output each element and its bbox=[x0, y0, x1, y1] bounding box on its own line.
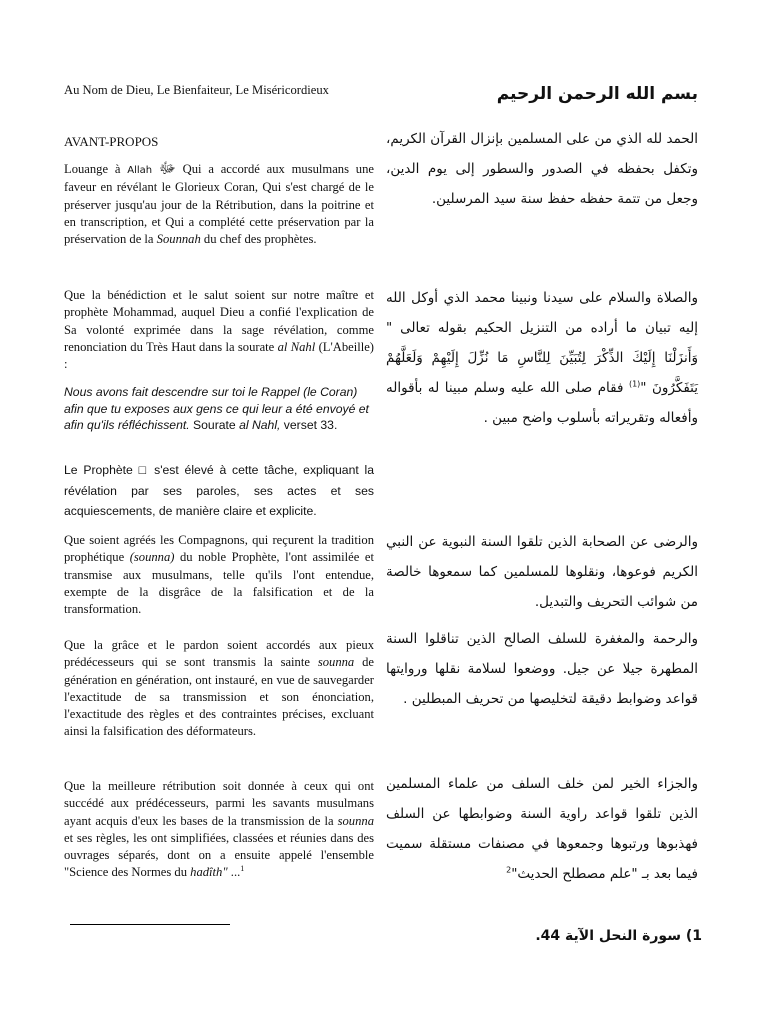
footnote-1: 1) سورة النحل الآية 44. bbox=[535, 928, 702, 944]
basmala-title: بسم الله الرحمن الرحيم bbox=[496, 84, 698, 104]
prophet-symbol: □ bbox=[138, 463, 149, 477]
allah-label: Allah bbox=[127, 165, 153, 176]
arabic-footnote-ref-1: (1) bbox=[628, 379, 641, 389]
footnote-ref-1: 1 bbox=[240, 864, 245, 874]
allah-glyph: ﷻ bbox=[158, 159, 176, 177]
footnote-divider bbox=[70, 924, 230, 925]
french-paragraph-1: Louange à Allah ﷻ Qui a accordé aux musulmans une faveur en révélant le Glorieux Coran, Qui s'est chargé de le préserver jusqu'au jour de la Rétribution, dans la poitrine et en transcription, et Qui a complété cette préservation par la préservation de la Sounnah du chef des prophètes. bbox=[64, 159, 374, 247]
french-paragraph-6: Que la meilleure rétribution soit donnée à ceux qui ont succédé aux prédécesseurs, parmi les savants musulmans ayant acquis d'eux les bases de la transmission de la sounna et ses règles, les ont simplifiées, classées et réunies dans des ouvrages séparés, dont on a ensuite appelé l'ensemble "Science des Normes du hadîth" ...$^1$ bbox=[64, 779, 374, 880]
arabic-paragraph-1: الحمد لله الذي من على المسلمين بإنزال القرآن الكريم، وتكفل بحفظه في الصدور والسطور إلى يوم الدين، وجعل من تتمة حفظه حفظ سنة سيد المرسلين. bbox=[386, 131, 698, 207]
french-paragraph-3: Le Prophète □ s'est élevé à cette tâche, expliquant la révélation par ses paroles, ses actes et ses acquiescements, de manière claire et explicite. bbox=[64, 463, 374, 518]
french-paragraph-5: Que la grâce et le pardon soient accordés aux pieux prédécesseurs qui se sont transmis la sainte sounna de génération en génération, ont instauré, en vue de sauvegarder l'exactitude de sa transmission et son énonciation, l'exactitude des règles et des contraintes précises, excluant ainsi la falsification des déformateurs. bbox=[64, 638, 374, 739]
french-paragraph-4: Que soient agréés les Compagnons, qui reçurent la tradition prophétique (sounna) du noble Prophète, l'ont assimilée et transmise aux musulmans, telle qu'ils l'ont entendue, exempte de la disgrâce de la falsification et de la transformation. bbox=[64, 533, 374, 617]
arabic-paragraph-3: والرضى عن الصحابة الذين تلقوا السنة النبوية عن النبي الكريم فوعوها، ونقلوها للمسلمين كما سمعوها خالصة من شوائب التحريف والتبديل. bbox=[386, 534, 698, 610]
arabic-paragraph-2: والصلاة والسلام على سيدنا ونبينا محمد الذي أوكل الله إليه تبيان ما أراده من التنزيل الحكيم بقوله تعالى " وَأَنزَلْنَا إِلَيْكَ الذِّكْرَ لِتُبَيِّنَ لِلنَّاسِ مَا نُزِّلَ إِلَيْهِمْ وَلَعَلَّهُمْ يَتَفَكَّرُونَ "$^{(1)}$ فقام صلى الله عليه وسلم مبينا له بأقواله وأفعاله وتقريراته بأسلوب واضح مبين . bbox=[386, 290, 699, 426]
french-heading: AVANT-PROPOS bbox=[64, 134, 159, 149]
arabic-footnote-ref-2: 2 bbox=[506, 865, 512, 875]
french-header: Au Nom de Dieu, Le Bienfaiteur, Le Miséricordieux bbox=[64, 83, 329, 97]
arabic-paragraph-4: والرحمة والمغفرة للسلف الصالح الذين تناقلوا السنة المطهرة جيلا عن جيل. ووضعوا لسلامة نقلها وروايتها قواعد وضوابط دقيقة لتخليصها من تحريف المبطلين . bbox=[386, 631, 698, 707]
french-quote: Nous avons fait descendre sur toi le Rappel (le Coran) afin que tu exposes aux gens ce qui leur a été envoyé et afin qu'ils réfléchissent. Sourate al Nahl, verset 33. bbox=[64, 385, 369, 432]
arabic-paragraph-5: والجزاء الخير لمن خلف السلف من علماء المسلمين الذين تلقوا قواعد راوية السنة وضوابطها عن السلف فهذبوها ورتبوها وجمعوها في مصنفات مستقلة سميت فيما بعد بـ "علم مصطلح الحديث"$^2$ bbox=[386, 776, 698, 882]
french-paragraph-2: Que la bénédiction et le salut soient sur notre maître et prophète Mohammad, auquel Dieu a confié l'explication de Sa volonté exprimée dans la sage révélation, comme renonciation du Très Haut dans la sourate al Nahl (L'Abeille) : bbox=[64, 288, 374, 372]
